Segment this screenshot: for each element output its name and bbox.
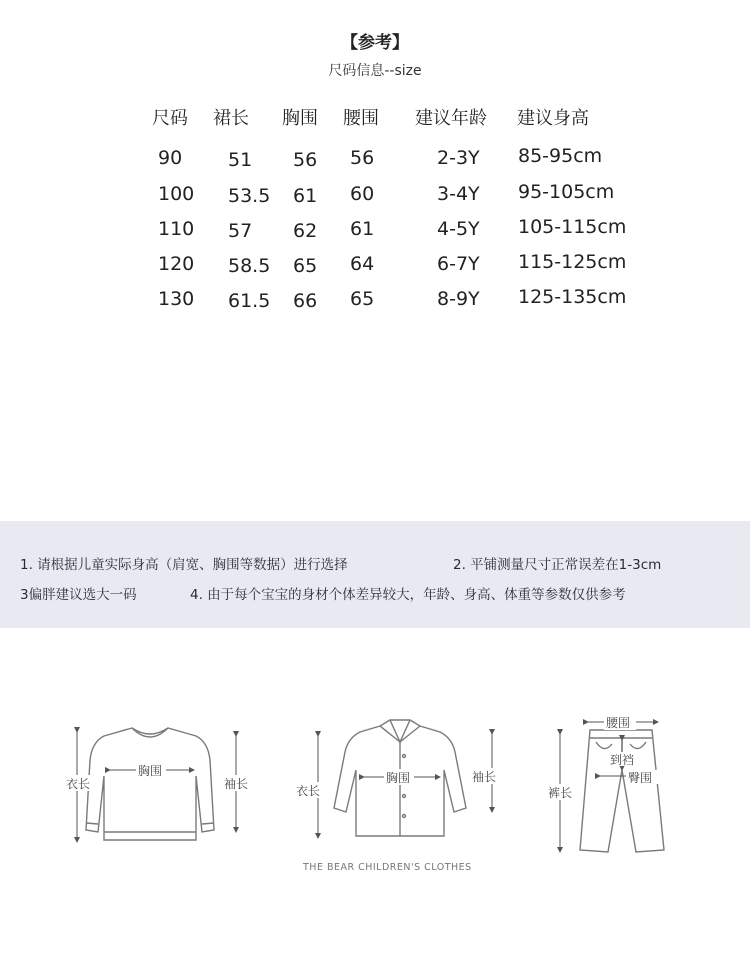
tshirt-diagram <box>86 728 214 840</box>
table-cell: 95-105cm <box>518 181 615 203</box>
shirt-length-label: 衣长 <box>296 784 321 798</box>
note-2: 2. 平铺测量尺寸正常误差在1-3cm <box>453 557 662 573</box>
table-cell: 65 <box>350 288 375 310</box>
note-3: 3偏胖建议选大一码 <box>20 587 137 603</box>
table-cell: 115-125cm <box>518 251 627 273</box>
table-cell: 61 <box>350 218 375 240</box>
tshirt-length-label: 衣长 <box>66 777 91 791</box>
table-cell: 56 <box>350 147 375 169</box>
tshirt-chest-label: 胸围 <box>138 764 163 778</box>
shirt-chest-label: 胸围 <box>386 771 411 785</box>
table-cell: 65 <box>293 255 318 277</box>
note-4: 4. 由于每个宝宝的身材个体差异较大，年龄、身高、体重等参数仅供参考 <box>190 587 626 603</box>
table-cell: 56 <box>293 149 318 171</box>
table-cell: 61.5 <box>228 290 271 312</box>
header-age: 建议年龄 <box>415 108 487 129</box>
header-height: 建议身高 <box>517 108 589 129</box>
table-cell: 51 <box>228 149 253 171</box>
header-skirt-length: 裙长 <box>213 108 249 129</box>
table-cell: 62 <box>293 220 318 242</box>
table-cell: 85-95cm <box>518 145 603 167</box>
table-cell: 125-135cm <box>518 286 627 308</box>
header-waist: 腰围 <box>343 108 379 129</box>
table-cell: 100 <box>158 183 195 205</box>
header-size: 尺码 <box>152 108 188 129</box>
pants-length-label: 裤长 <box>548 786 573 800</box>
table-cell: 6-7Y <box>437 253 480 275</box>
shirt-sleeve-label: 袖长 <box>472 770 497 784</box>
table-cell: 64 <box>350 253 375 275</box>
table-cell: 3-4Y <box>437 183 480 205</box>
brand-caption: THE BEAR CHILDREN'S CLOTHES <box>303 862 472 873</box>
table-cell: 110 <box>158 218 195 240</box>
header-chest: 胸围 <box>282 108 318 129</box>
pants-waist-label: 腰围 <box>606 716 631 730</box>
table-cell: 130 <box>158 288 195 310</box>
table-cell: 61 <box>293 185 318 207</box>
table-cell: 66 <box>293 290 318 312</box>
pants-rise-label: 到裆 <box>610 753 635 767</box>
table-cell: 105-115cm <box>518 216 627 238</box>
tshirt-sleeve-label: 袖长 <box>224 777 249 791</box>
table-cell: 4-5Y <box>437 218 480 240</box>
pants-hip-label: 臀围 <box>628 771 653 785</box>
table-cell: 2-3Y <box>437 147 480 169</box>
table-cell: 53.5 <box>228 185 271 207</box>
note-1: 1. 请根据儿童实际身高（肩宽、胸围等数据）进行选择 <box>20 557 348 573</box>
table-cell: 120 <box>158 253 195 275</box>
table-cell: 58.5 <box>228 255 271 277</box>
notes-panel <box>0 521 750 628</box>
page-subtitle: 尺码信息--size <box>328 63 422 79</box>
table-cell: 57 <box>228 220 253 242</box>
page-title: 【参考】 <box>341 33 409 53</box>
table-cell: 90 <box>158 147 183 169</box>
table-cell: 8-9Y <box>437 288 480 310</box>
table-cell: 60 <box>350 183 375 205</box>
